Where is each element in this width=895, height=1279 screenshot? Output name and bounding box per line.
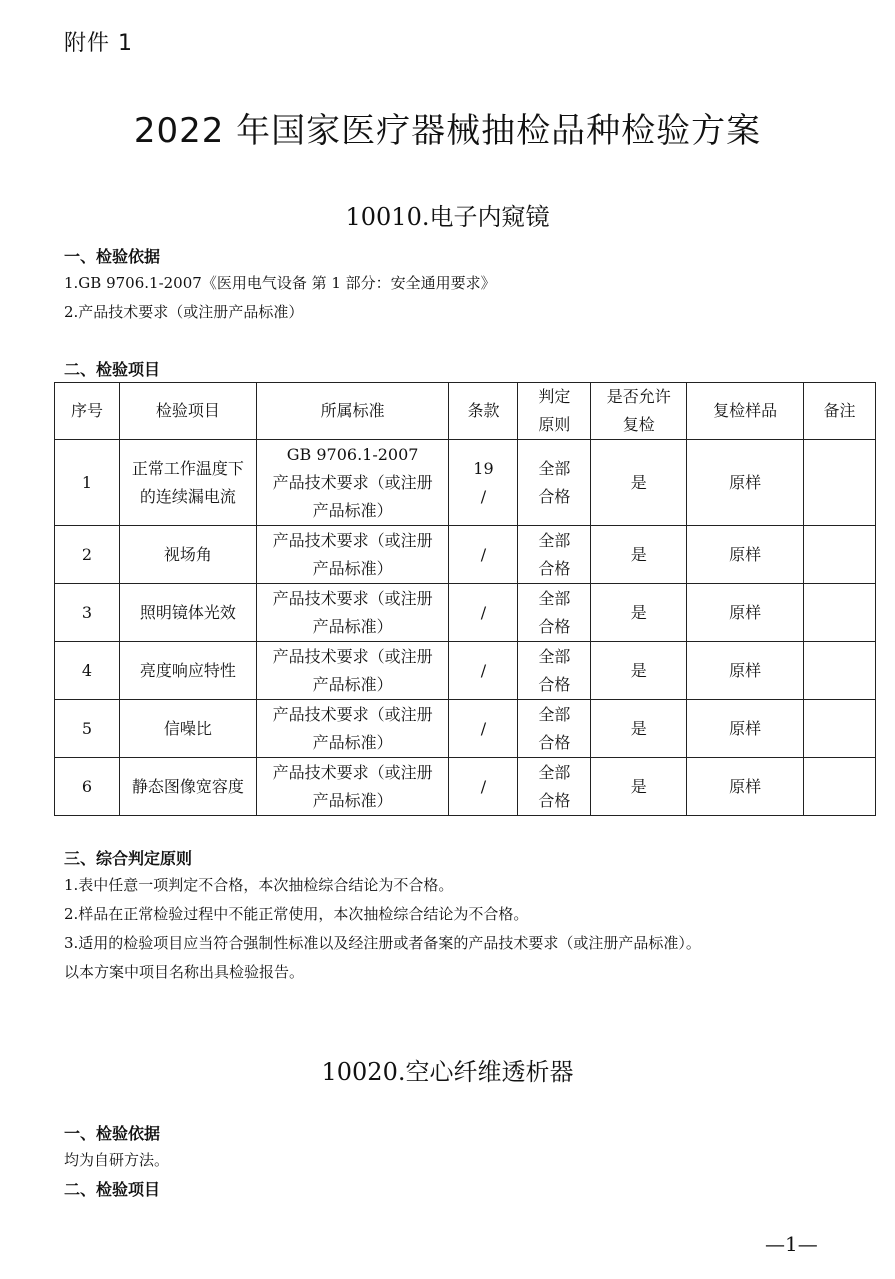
main-title: 2022 年国家医疗器械抽检品种检验方案 — [133, 111, 762, 151]
section-title: 10010.电子内窥镜 — [345, 203, 550, 231]
cell-standard — [256, 440, 449, 526]
basis-line: 1.GB 9706.1-2007《医用电气设备 第 1 部分：安全通用要求》 — [64, 274, 496, 292]
table-row — [55, 642, 876, 700]
attachment-label: 附件 1 — [64, 31, 133, 56]
cell-principle: 全部合格 — [518, 526, 591, 584]
cell-standard: 产品技术要求（或注册产品标准） — [256, 526, 449, 584]
standard-line: 产品技术要求（或注册产品标准） — [272, 472, 433, 520]
header-cell: 备注 — [804, 383, 876, 440]
table-header-row — [55, 383, 876, 440]
judgement-heading: 三、综合判定原则 — [64, 849, 193, 868]
header-cell: 是否允许复检 — [591, 383, 687, 440]
cell-standard: 产品技术要求（或注册产品标准） — [256, 584, 449, 642]
cell-note — [804, 758, 876, 816]
cell-item: 静态图像宽容度 — [119, 758, 256, 816]
cell-no: 5 — [55, 700, 120, 758]
cell-item: 信噪比 — [119, 700, 256, 758]
inspection-table — [54, 382, 876, 816]
cell-sample: 原样 — [687, 440, 804, 526]
clause-line: / — [480, 486, 487, 506]
cell-retest: 是 — [591, 440, 687, 526]
table-row — [55, 700, 876, 758]
clause-line: 19 — [473, 458, 494, 478]
cell-item: 视场角 — [119, 526, 256, 584]
cell-clause: / — [449, 700, 518, 758]
judgement-line: 3.适用的检验项目应当符合强制性标准以及经注册或者备案的产品技术要求（或注册产品标准）。 — [64, 934, 701, 952]
table-row — [55, 584, 876, 642]
items-heading-2: 二、检验项目 — [64, 1180, 161, 1199]
cell-standard: 产品技术要求（或注册产品标准） — [256, 700, 449, 758]
cell-note — [804, 526, 876, 584]
judgement-line: 1.表中任意一项判定不合格，本次抽检综合结论为不合格。 — [64, 876, 454, 894]
cell-sample: 原样 — [687, 584, 804, 642]
cell-clause — [449, 440, 518, 526]
basis-heading-2: 一、检验依据 — [64, 1124, 161, 1143]
basis-list — [64, 269, 496, 327]
basis-text-2: 均为自研方法。 — [64, 1151, 170, 1169]
cell-principle: 全部合格 — [518, 642, 591, 700]
cell-item: 正常工作温度下的连续漏电流 — [119, 440, 256, 526]
cell-no: 1 — [55, 440, 120, 526]
cell-retest: 是 — [591, 642, 687, 700]
section-title-2: 10020.空心纤维透析器 — [321, 1058, 574, 1086]
cell-no: 6 — [55, 758, 120, 816]
table-row — [55, 526, 876, 584]
cell-retest: 是 — [591, 758, 687, 816]
cell-note — [804, 700, 876, 758]
cell-sample: 原样 — [687, 758, 804, 816]
judgement-line: 以本方案中项目名称出具检验报告。 — [64, 963, 305, 981]
cell-no: 4 — [55, 642, 120, 700]
basis-heading: 一、检验依据 — [64, 247, 161, 266]
cell-principle: 全部合格 — [518, 758, 591, 816]
cell-clause: / — [449, 642, 518, 700]
items-heading: 二、检验项目 — [64, 360, 161, 379]
cell-note — [804, 642, 876, 700]
cell-note — [804, 440, 876, 526]
header-cell: 条款 — [449, 383, 518, 440]
cell-retest: 是 — [591, 584, 687, 642]
cell-standard: 产品技术要求（或注册产品标准） — [256, 758, 449, 816]
table-row — [55, 440, 876, 526]
standard-line: GB 9706.1-2007 — [286, 444, 419, 464]
header-cell: 所属标准 — [256, 383, 449, 440]
page-number: —1— — [765, 1232, 818, 1256]
basis-line: 2.产品技术要求（或注册产品标准） — [64, 303, 304, 321]
table-row — [55, 758, 876, 816]
cell-note — [804, 584, 876, 642]
cell-item: 亮度响应特性 — [119, 642, 256, 700]
cell-retest: 是 — [591, 526, 687, 584]
cell-principle: 全部合格 — [518, 440, 591, 526]
header-cell: 判定原则 — [518, 383, 591, 440]
judgement-line: 2.样品在正常检验过程中不能正常使用，本次抽检综合结论为不合格。 — [64, 905, 529, 923]
cell-sample: 原样 — [687, 700, 804, 758]
cell-sample: 原样 — [687, 526, 804, 584]
cell-clause: / — [449, 758, 518, 816]
cell-item: 照明镜体光效 — [119, 584, 256, 642]
cell-no: 3 — [55, 584, 120, 642]
cell-clause: / — [449, 526, 518, 584]
judgement-list — [64, 871, 701, 987]
cell-principle: 全部合格 — [518, 584, 591, 642]
header-cell: 序号 — [55, 383, 120, 440]
cell-no: 2 — [55, 526, 120, 584]
cell-retest: 是 — [591, 700, 687, 758]
cell-sample: 原样 — [687, 642, 804, 700]
cell-clause: / — [449, 584, 518, 642]
cell-standard: 产品技术要求（或注册产品标准） — [256, 642, 449, 700]
header-cell: 检验项目 — [119, 383, 256, 440]
cell-principle: 全部合格 — [518, 700, 591, 758]
header-cell: 复检样品 — [687, 383, 804, 440]
